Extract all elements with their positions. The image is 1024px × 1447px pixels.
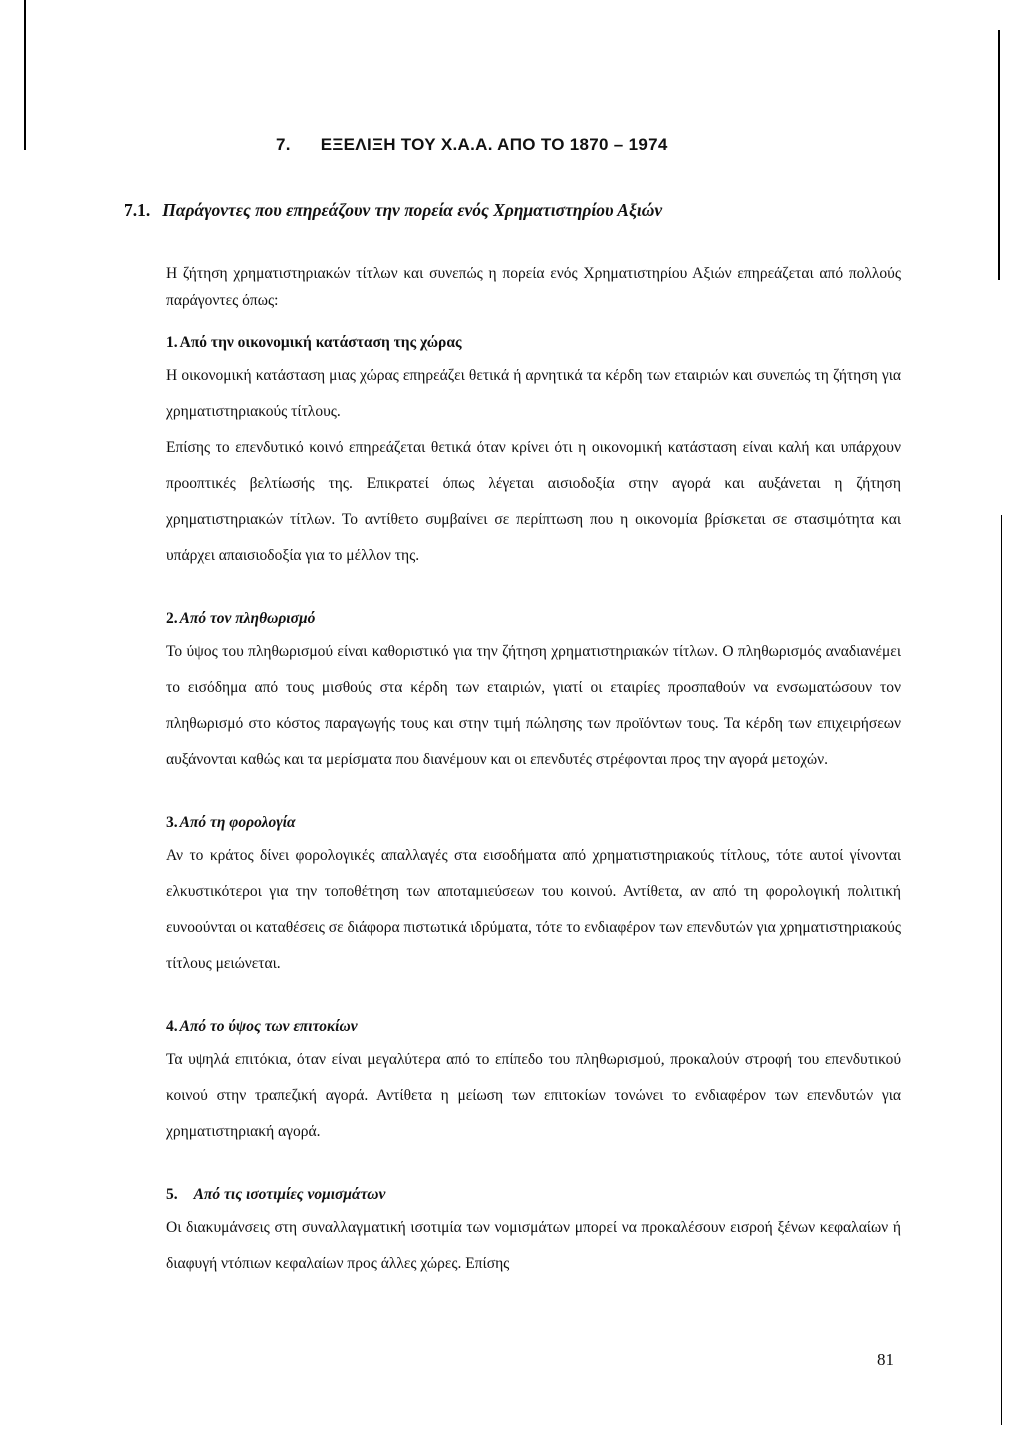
document-page (124, 128, 901, 1282)
chapter-number: 7. (276, 135, 291, 154)
factor-heading (166, 808, 901, 838)
factor-economy (166, 328, 901, 574)
factor-inflation (166, 604, 901, 778)
factor-paragraph: Η οικονομική κατάσταση μιας χώρας επηρεάζει θετικά ή αρνητικά τα κέρδη των εταιριών και συνεπώς τη ζήτηση για χρηματιστηριακούς τίτλους. (166, 367, 901, 420)
factor-heading-text: Από το ύψος των επιτοκίων (179, 1018, 358, 1035)
factor-number: 2. (166, 610, 178, 627)
factor-heading-text: Από τη φορολογία (179, 814, 296, 831)
chapter-title-text: ΕΞΕΛΙΞΗ ΤΟΥ Χ.Α.Α. ΑΠΟ ΤΟ 1870 – 1974 (320, 135, 668, 154)
factor-paragraph: Οι διακυμάνσεις στη συναλλαγματική ισοτιμία των νομισμάτων μπορεί να προκαλέσουν εισροή ξένων κεφαλαίων ή διαφυγή ντόπιων κεφαλαίων προς άλλες χώρες. Επίσης (166, 1219, 901, 1272)
factor-heading (166, 328, 901, 358)
section-title-text: Παράγοντες που επηρεάζουν την πορεία ενός Χρηματιστηρίου Αξιών (162, 200, 663, 220)
factor-heading-text: Από την οικονομική κατάσταση της χώρας (179, 334, 462, 351)
chapter-title (276, 128, 901, 162)
intro-paragraph: Η ζήτηση χρηματιστηριακών τίτλων και συνεπώς η πορεία ενός Χρηματιστηρίου Αξιών επηρεάζεται από πολλούς παράγοντες όπως: (166, 265, 901, 309)
factor-number: 4. (166, 1018, 178, 1035)
factor-heading (166, 604, 901, 634)
factor-taxation (166, 808, 901, 982)
scan-edge-right-top (998, 30, 1000, 280)
scan-edge-left (24, 0, 26, 150)
factor-number: 3. (166, 814, 178, 831)
factor-heading-text: Από τον πληθωρισμό (179, 610, 316, 627)
factor-heading-text: Από τις ισοτιμίες νομισμάτων (193, 1186, 386, 1203)
section-title (124, 198, 901, 222)
factor-heading (166, 1012, 901, 1042)
factor-paragraph: Το ύψος του πληθωρισμού είναι καθοριστικό για την ζήτηση χρηματιστηριακών τίτλων. Ο πληθωρισμός αναδιανέμει το εισόδημα από τους μισθούς στα κέρδη των εταιριών, γιατί οι εταιρίες προσπαθούν να ενσωματώσουν τον πληθωρισμό στο κόστος παραγωγής τους και στην τιμή πώλησης των προϊόντων τους. Τα κέρδη των επιχειρήσεων αυξάνονται καθώς και τα μερίσματα που διανέμουν και οι επενδυτές στρέφονται προς την αγορά μετοχών. (166, 643, 901, 768)
factor-heading (166, 1180, 901, 1210)
section-number: 7.1. (124, 200, 151, 220)
factor-paragraph: Τα υψηλά επιτόκια, όταν είναι μεγαλύτερα από το επίπεδο του πληθωρισμού, προκαλούν στροφή του επενδυτικού κοινού στην τραπεζική αγορά. Αντίθετα η μείωση των επιτοκίων τονώνει το ενδιαφέρον των επενδυτών για χρηματιστηριακή αγορά. (166, 1051, 901, 1140)
factor-paragraph: Επίσης το επενδυτικό κοινό επηρεάζεται θετικά όταν κρίνει ότι η οικονομική κατάσταση είναι καλή και υπάρχουν προοπτικές βελτίωσής της. Επικρατεί όπως λέγεται αισιοδοξία στην αγορά και αυξάνεται η ζήτηση χρηματιστηριακών τίτλων. Το αντίθετο συμβαίνει σε περίπτωση που η οικονομία βρίσκεται σε στασιμότητα και υπάρχει απαισιοδοξία για το μέλλον της. (166, 439, 901, 564)
factor-number: 5. (166, 1186, 178, 1203)
factor-interest-rates (166, 1012, 901, 1150)
factor-paragraph: Αν το κράτος δίνει φορολογικές απαλλαγές στα εισοδήματα από χρηματιστηριακούς τίτλους, τότε αυτοί γίνονται ελκυστικότεροι για την τοποθέτηση των αποταμιεύσεων του κοινού. Αντίθετα, αν από τη φορολογική πολιτική ευνοούνται οι καταθέσεις σε διάφορα πιστωτικά ιδρύματα, τότε το ενδιαφέρον των επενδυτών για χρηματιστηριακούς τίτλους μειώνεται. (166, 847, 901, 972)
page-number: 81 (877, 1350, 894, 1369)
factor-exchange-rates (166, 1180, 901, 1282)
scan-edge-right-bottom (1001, 515, 1002, 1425)
factor-number: 1. (166, 334, 178, 351)
